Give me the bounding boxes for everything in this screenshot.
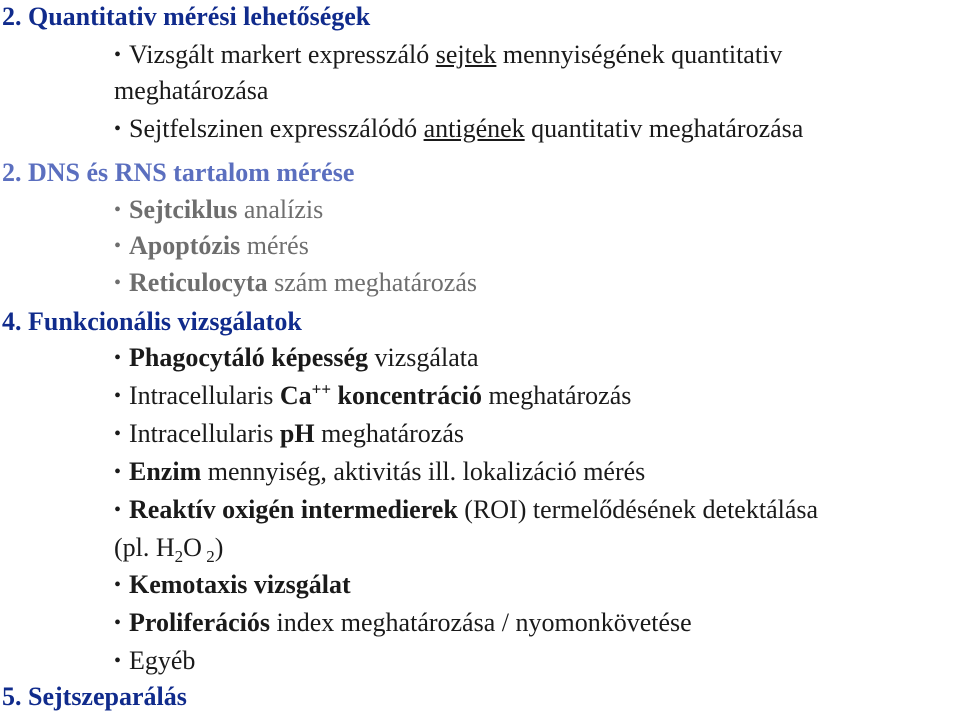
bullet-icon: • [114, 272, 122, 294]
bullet-icon: • [114, 650, 122, 672]
list-item-ph: • Intracellularis pH meghatározás [114, 419, 464, 448]
section-heading-funkcionalis: 4. Funkcionális vizsgálatok [2, 307, 302, 336]
list-item-reticulocyta: • Reticulocyta szám meghatározás [114, 268, 477, 297]
subscript-2: 2 [201, 547, 215, 567]
bullet-icon: • [114, 461, 122, 483]
bullet-icon: • [114, 612, 122, 634]
list-item-continuation: meghatározása [114, 76, 269, 105]
bullet-icon: • [114, 574, 122, 596]
list-item-roi: • Reaktív oxigén intermedierek (ROI) termelődésének detektálása [114, 495, 819, 524]
list-item-kemotaxis: • Kemotaxis vizsgálat [114, 570, 351, 599]
list-item-apoptozis: • Apoptózis mérés [114, 231, 309, 260]
subscript-2: 2 [174, 547, 184, 567]
bullet-icon: • [114, 423, 122, 445]
list-item-calcium: • Intracellularis Ca++ koncentráció meghatározás [114, 379, 632, 410]
bullet-icon: • [114, 44, 122, 66]
list-item-enzim: • Enzim mennyiség, aktivitás ill. lokalizáció mérés [114, 457, 646, 486]
bullet-icon: • [114, 499, 122, 521]
list-item-sejtciklus: • Sejtciklus analízis [114, 195, 324, 224]
bullet-icon: • [114, 199, 122, 221]
bullet-icon: • [114, 385, 122, 407]
underlined-term-sejtek: sejtek [435, 40, 497, 69]
list-item-marker-quantitation: • Vizsgált markert expresszáló sejtek mennyiségének quantitativ [114, 40, 783, 69]
list-item-egyeb: • Egyéb [114, 646, 196, 675]
bullet-icon: • [114, 118, 122, 140]
bullet-icon: • [114, 347, 122, 369]
section-heading-dns-rns: 2. DNS és RNS tartalom mérése [2, 158, 355, 187]
list-item-proliferacios: • Proliferációs index meghatározása / nyomonkövetése [114, 608, 692, 637]
underlined-term-antigenek: antigének [423, 114, 525, 143]
section-heading-sejtszeparalas: 5. Sejtszeparálás [2, 682, 187, 711]
section-heading-quantitativ: 2. Quantitativ mérési lehetőségek [2, 2, 371, 31]
list-item-surface-antigen: • Sejtfelszinen expresszálódó antigének quantitativ meghatározása [114, 114, 804, 143]
list-item-phagocytalo: • Phagocytáló képesség vizsgálata [114, 343, 479, 372]
superscript-charge: ++ [311, 379, 332, 399]
list-item-roi-continuation: (pl. $H_2O$ $_2$) [114, 533, 224, 567]
bullet-icon: • [114, 235, 122, 257]
